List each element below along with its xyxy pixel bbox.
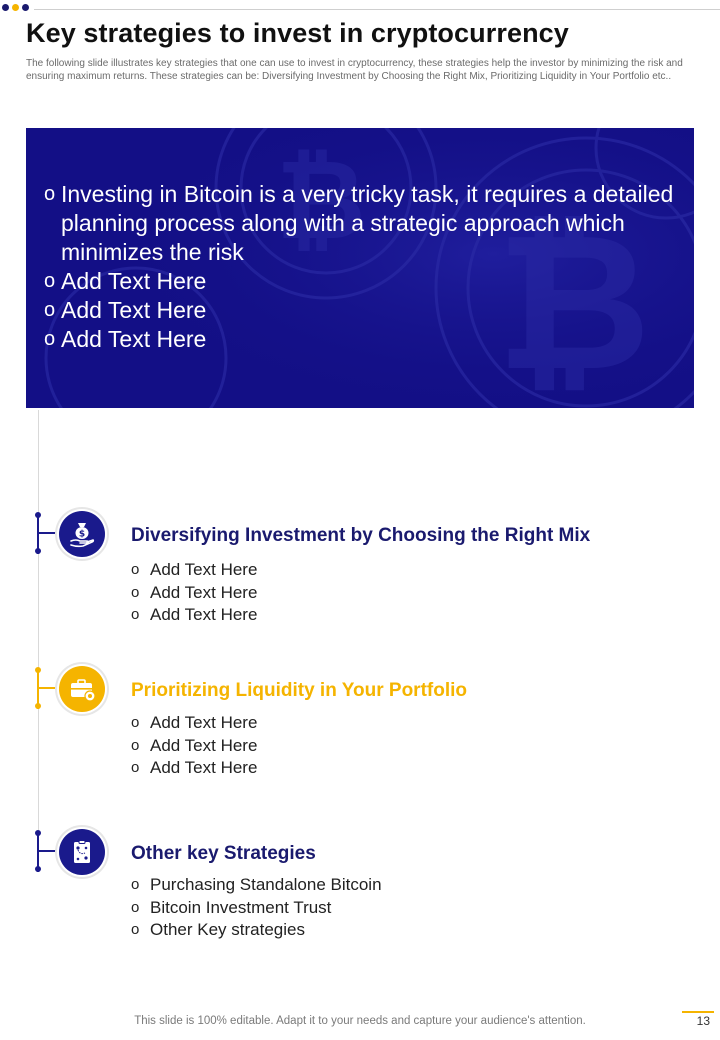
hero-list-item xyxy=(44,325,684,354)
list-item xyxy=(131,757,257,780)
hero-item-text: Add Text Here xyxy=(61,326,207,352)
timeline-line xyxy=(38,410,39,830)
section-bullet-list xyxy=(131,874,382,942)
hero-bullet-list xyxy=(44,180,684,354)
bullet-marker: o xyxy=(44,299,56,321)
hero-list-item xyxy=(44,267,684,296)
section-title: Prioritizing Liquidity in Your Portfolio xyxy=(131,680,467,701)
money-bag-hand-icon xyxy=(59,511,105,557)
bullet-marker: o xyxy=(44,270,56,292)
list-item-text: Add Text Here xyxy=(150,582,258,602)
bullet-marker: o xyxy=(44,328,56,350)
list-item xyxy=(131,582,257,605)
list-item xyxy=(131,874,382,897)
list-item xyxy=(131,604,257,627)
list-item xyxy=(131,712,257,735)
list-item-text: Add Text Here xyxy=(150,735,258,755)
bullet-marker: o xyxy=(131,759,140,776)
briefcase-gear-icon xyxy=(59,666,105,712)
section-title: Diversifying Investment by Choosing the Right Mix xyxy=(131,525,591,546)
bullet-marker: o xyxy=(131,921,140,938)
list-item-text: Add Text Here xyxy=(150,758,258,777)
strategy-board-icon xyxy=(59,829,105,875)
bullet-marker: o xyxy=(131,583,140,601)
dot-dark xyxy=(2,4,9,11)
bullet-marker: o xyxy=(131,898,140,916)
decorative-dots xyxy=(2,4,29,11)
list-item-text: Add Text Here xyxy=(150,605,258,624)
hero-item-text: Add Text Here xyxy=(61,268,207,294)
svg-text:₿: ₿ xyxy=(496,192,651,408)
bullet-marker: o xyxy=(44,183,56,205)
svg-text:₿: ₿ xyxy=(276,136,366,264)
dot-dark xyxy=(22,4,29,11)
dot-gold xyxy=(12,4,19,11)
hero-banner xyxy=(26,128,694,408)
hero-list-item xyxy=(44,296,684,325)
header-rule xyxy=(34,9,720,10)
list-item-text: Purchasing Standalone Bitcoin xyxy=(150,875,382,894)
bullet-marker: o xyxy=(131,561,140,578)
page-number: 13 xyxy=(696,1014,710,1028)
section-bullet-list xyxy=(131,559,257,627)
list-item xyxy=(131,735,257,758)
bullet-marker: o xyxy=(131,714,140,731)
list-item-text: Other Key strategies xyxy=(150,920,305,939)
bullet-marker: o xyxy=(131,736,140,754)
hero-list-item xyxy=(44,180,684,267)
page-title: Key strategies to invest in cryptocurrency xyxy=(26,18,569,48)
hero-item-text: Investing in Bitcoin is a very tricky task, it requires a detailed planning process along with a strategic approach which minimizes the risk xyxy=(61,181,674,265)
list-item-text: Add Text Here xyxy=(150,560,258,579)
list-item xyxy=(131,919,382,942)
hero-item-text: Add Text Here xyxy=(61,297,207,323)
section-title: Other key Strategies xyxy=(131,843,316,864)
page-number-rule xyxy=(682,1011,714,1013)
page-subtitle: The following slide illustrates key strategies that one can use to invest in cryptocurrency, these strategies help the investor by minimizing the risk and ensuring maximum returns. These strategies can be: Diversifying Investment by Choosing the Right Mix, Prioritizing Liquidity in Your Portfolio etc.. xyxy=(26,58,683,82)
bullet-marker: o xyxy=(131,876,140,893)
list-item xyxy=(131,897,382,920)
list-item-text: Bitcoin Investment Trust xyxy=(150,897,332,917)
svg-text:$: $ xyxy=(78,529,86,540)
section-bullet-list xyxy=(131,712,257,780)
bullet-marker: o xyxy=(131,606,140,623)
list-item-text: Add Text Here xyxy=(150,713,258,732)
footer-note: This slide is 100% editable. Adapt it to your needs and capture your audience's attention. xyxy=(134,1015,586,1027)
list-item xyxy=(131,559,257,582)
